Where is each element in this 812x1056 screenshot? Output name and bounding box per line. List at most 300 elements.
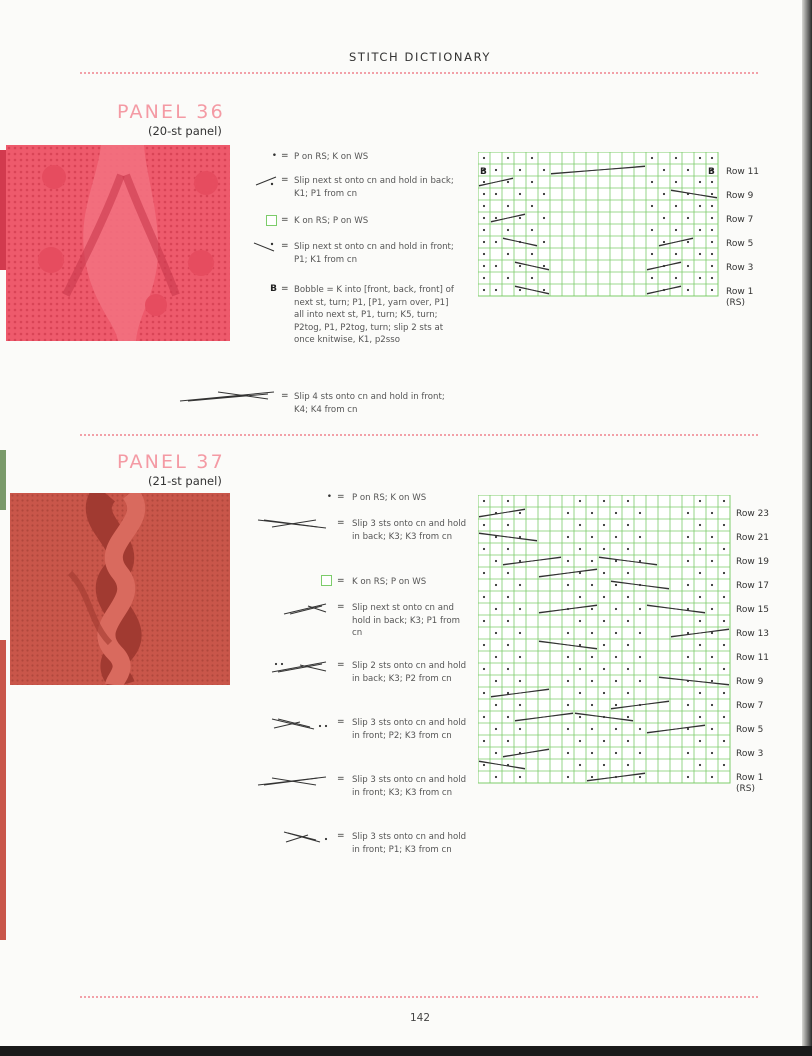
bobble-mark: B	[480, 167, 487, 177]
purl-dot	[591, 584, 593, 586]
purl-dot	[639, 632, 641, 634]
purl-dot	[687, 536, 689, 538]
purl-dot	[639, 752, 641, 754]
purl-dot	[495, 289, 497, 291]
purl-dot	[651, 181, 653, 183]
purl-dot	[711, 632, 713, 634]
purl-dot	[699, 548, 701, 550]
row-label: Row 7	[736, 701, 764, 711]
purl-dot	[567, 584, 569, 586]
purl-dot	[651, 205, 653, 207]
row-label-rs: (RS)	[726, 298, 745, 308]
purl-dot	[591, 752, 593, 754]
row-label: Row 19	[736, 557, 770, 567]
purl-dot	[639, 680, 641, 682]
purl-dot	[483, 217, 485, 219]
purl-dot	[603, 620, 605, 622]
purl-dot	[519, 169, 521, 171]
purl-dot	[687, 776, 689, 778]
purl-dot	[615, 728, 617, 730]
purl-dot	[699, 253, 701, 255]
cable-3-1-front-icon	[282, 830, 330, 844]
purl-dot	[711, 680, 713, 682]
purl-dot	[591, 632, 593, 634]
purl-dot	[663, 241, 665, 243]
purl-dot	[507, 596, 509, 598]
legend-purl: P on RS; K on WS	[294, 152, 369, 162]
purl-dot	[639, 512, 641, 514]
knit-box-icon	[312, 575, 332, 586]
purl-dot	[603, 500, 605, 502]
row-label: Row 13	[736, 629, 770, 639]
purl-dot	[699, 740, 701, 742]
purl-dot	[495, 217, 497, 219]
purl-dot	[567, 560, 569, 562]
purl-dot	[675, 253, 677, 255]
panel-37-subtitle: (21-st panel)	[148, 474, 222, 488]
purl-dot	[507, 716, 509, 718]
row-label: Row 1	[736, 773, 764, 783]
purl-dot	[615, 560, 617, 562]
purl-dot	[603, 644, 605, 646]
legend-cable-3-3-front: Slip 3 sts onto cn and hold in front; K3; K3 from cn	[352, 775, 467, 798]
purl-dot	[567, 536, 569, 538]
purl-dot	[711, 265, 713, 267]
purl-dot	[579, 500, 581, 502]
purl-dot	[627, 644, 629, 646]
legend-cable-1-1-back: Slip next st onto cn and hold in back; K1; P1 from cn	[294, 176, 454, 199]
purl-dot	[483, 692, 485, 694]
row-label: Row 15	[736, 605, 770, 615]
purl-dot	[711, 584, 713, 586]
purl-dot	[699, 644, 701, 646]
purl-dot	[507, 524, 509, 526]
purl-dot	[495, 241, 497, 243]
purl-dot	[687, 632, 689, 634]
purl-dot	[495, 560, 497, 562]
purl-dot	[531, 157, 533, 159]
purl-dot	[603, 740, 605, 742]
purl-dot	[699, 181, 701, 183]
purl-dot	[675, 277, 677, 279]
purl-dot	[507, 668, 509, 670]
page-edge-right	[802, 0, 812, 1056]
purl-dot	[519, 728, 521, 730]
purl-dot	[687, 241, 689, 243]
divider-top	[80, 72, 758, 74]
row-label: Row 3	[726, 263, 754, 273]
purl-dot	[507, 572, 509, 574]
purl-dot	[519, 217, 521, 219]
purl-dot	[507, 205, 509, 207]
purl-dot	[483, 716, 485, 718]
purl-dot	[627, 740, 629, 742]
cable-4-4-front-icon	[178, 389, 278, 403]
purl-dot	[699, 205, 701, 207]
purl-dot	[507, 500, 509, 502]
cable-1-1-front-icon	[252, 241, 278, 253]
purl-dot	[627, 620, 629, 622]
purl-dot	[579, 596, 581, 598]
purl-dot	[579, 548, 581, 550]
cable-3-3-back-icon	[256, 517, 330, 531]
purl-dot	[507, 548, 509, 550]
purl-dot	[711, 205, 713, 207]
cable-1-1-back-icon	[254, 175, 280, 187]
purl-dot	[651, 229, 653, 231]
legend-cable-3-1-front: Slip 3 sts onto cn and hold in front; P1; K3 from cn	[352, 832, 467, 855]
row-label: Row 1	[726, 287, 754, 297]
purl-dot	[675, 181, 677, 183]
purl-dot	[699, 277, 701, 279]
purl-dot	[483, 572, 485, 574]
purl-dot	[603, 548, 605, 550]
purl-dot	[711, 656, 713, 658]
purl-dot	[483, 241, 485, 243]
purl-dot	[723, 668, 725, 670]
purl-dot	[519, 632, 521, 634]
purl-dot	[723, 692, 725, 694]
legend-cable-2-1-back: Slip next st onto cn and hold in back; K3; P1 from cn	[352, 603, 461, 638]
purl-dot	[627, 548, 629, 550]
cable-3-2-back-icon	[270, 660, 330, 674]
purl-dot	[483, 548, 485, 550]
running-head: STITCH DICTIONARY	[348, 50, 492, 64]
purl-dot	[639, 560, 641, 562]
legend-knit: K on RS; P on WS	[294, 216, 369, 226]
purl-dot	[519, 193, 521, 195]
knit-box-icon	[257, 215, 277, 226]
purl-dot	[699, 764, 701, 766]
page-number: 142	[409, 1012, 431, 1024]
legend-knit: K on RS; P on WS	[352, 577, 427, 587]
purl-dot	[483, 289, 485, 291]
purl-dot	[483, 265, 485, 267]
purl-dot	[543, 169, 545, 171]
purl-dot	[591, 704, 593, 706]
purl-dot	[639, 608, 641, 610]
purl-dot	[591, 560, 593, 562]
row-label-rs: (RS)	[736, 784, 755, 794]
purl-dot	[519, 680, 521, 682]
purl-dot	[663, 217, 665, 219]
purl-dot	[495, 656, 497, 658]
purl-dot	[579, 668, 581, 670]
purl-dot	[531, 229, 533, 231]
purl-dot	[531, 253, 533, 255]
purl-dot	[543, 217, 545, 219]
purl-dot	[567, 632, 569, 634]
purl-dot	[639, 656, 641, 658]
purl-dot	[603, 764, 605, 766]
purl-dot	[711, 277, 713, 279]
row-label: Row 9	[726, 191, 754, 201]
purl-dot	[483, 277, 485, 279]
purl-dot	[495, 584, 497, 586]
purl-dot	[687, 728, 689, 730]
purl-dot	[591, 536, 593, 538]
purl-dot	[483, 205, 485, 207]
left-edge-strip	[0, 150, 6, 270]
purl-dot	[615, 656, 617, 658]
purl-dot	[591, 656, 593, 658]
purl-dot	[507, 620, 509, 622]
row-label: Row 21	[736, 533, 770, 543]
purl-dot	[699, 500, 701, 502]
purl-dot	[711, 608, 713, 610]
purl-dot	[699, 524, 701, 526]
legend-cable-4-4-front: Slip 4 sts onto cn and hold in front; K4; K4 from cn	[294, 392, 445, 415]
purl-dot	[615, 536, 617, 538]
purl-dot	[483, 193, 485, 195]
purl-dot	[711, 193, 713, 195]
purl-dot	[711, 229, 713, 231]
purl-dot	[639, 536, 641, 538]
purl-dot	[567, 680, 569, 682]
purl-dot	[507, 277, 509, 279]
legend-cable-1-1-front: Slip next st onto cn and hold in front; P1; K1 from cn	[294, 242, 454, 265]
panel-37-title: PANEL 37	[117, 451, 225, 473]
purl-dot	[699, 716, 701, 718]
purl-dot	[483, 253, 485, 255]
purl-dot	[507, 740, 509, 742]
purl-dot	[639, 728, 641, 730]
purl-dot	[567, 512, 569, 514]
purl-dot	[483, 668, 485, 670]
purl-dot	[495, 193, 497, 195]
purl-dot	[651, 157, 653, 159]
cable-3-3-front-icon	[256, 774, 330, 788]
purl-dot	[507, 692, 509, 694]
purl-dot	[519, 584, 521, 586]
purl-dot	[711, 512, 713, 514]
purl-dot	[483, 740, 485, 742]
purl-dot	[483, 500, 485, 502]
purl-dot	[483, 524, 485, 526]
purl-dot	[711, 157, 713, 159]
purl-dot	[615, 704, 617, 706]
purl-dot	[687, 752, 689, 754]
purl-dot	[687, 265, 689, 267]
purl-dot	[543, 265, 545, 267]
purl-dot	[627, 668, 629, 670]
purl-dot	[579, 716, 581, 718]
purl-dot	[519, 776, 521, 778]
purl-dot	[579, 692, 581, 694]
purl-dot	[543, 289, 545, 291]
purl-dot	[543, 193, 545, 195]
purl-dot	[699, 572, 701, 574]
purl-dot	[723, 764, 725, 766]
purl-dot	[723, 620, 725, 622]
row-label: Row 5	[726, 239, 754, 249]
purl-dot	[483, 644, 485, 646]
purl-dot	[483, 596, 485, 598]
purl-dot	[711, 560, 713, 562]
purl-dot	[579, 740, 581, 742]
purl-dot	[627, 572, 629, 574]
purl-dot	[723, 596, 725, 598]
purl-dot	[699, 229, 701, 231]
purl-dot	[675, 229, 677, 231]
purl-dot	[723, 548, 725, 550]
purl-dot	[483, 157, 485, 159]
row-label: Row 3	[736, 749, 764, 759]
purl-dot	[687, 217, 689, 219]
purl-dot	[507, 181, 509, 183]
purl-dot	[567, 776, 569, 778]
purl-dot	[627, 596, 629, 598]
purl-dot	[711, 181, 713, 183]
panel-37-swatch-photo	[10, 493, 230, 685]
purl-dot-icon: •	[326, 492, 332, 502]
purl-dot	[591, 728, 593, 730]
purl-dot	[615, 608, 617, 610]
purl-dot	[723, 500, 725, 502]
purl-dot	[519, 656, 521, 658]
purl-dot	[711, 728, 713, 730]
purl-dot	[519, 608, 521, 610]
purl-dot	[507, 253, 509, 255]
row-label: Row 11	[726, 167, 760, 177]
divider-bottom	[80, 996, 758, 998]
legend-cable-3-2-back: Slip 2 sts onto cn and hold in back; K3; P2 from cn	[352, 661, 467, 684]
left-edge-strip	[0, 640, 6, 940]
purl-dot	[699, 668, 701, 670]
purl-dot	[711, 217, 713, 219]
purl-dot	[711, 241, 713, 243]
purl-dot	[603, 692, 605, 694]
panel-36-swatch-photo	[6, 145, 230, 341]
purl-dot	[531, 181, 533, 183]
purl-dot	[519, 512, 521, 514]
purl-dot	[687, 704, 689, 706]
purl-dot	[495, 608, 497, 610]
row-label: Row 23	[736, 509, 770, 519]
purl-dot	[519, 560, 521, 562]
divider-middle	[80, 434, 758, 436]
purl-dot	[651, 277, 653, 279]
purl-dot	[615, 680, 617, 682]
purl-dot	[627, 500, 629, 502]
purl-dot	[699, 692, 701, 694]
purl-dot	[543, 241, 545, 243]
purl-dot	[567, 752, 569, 754]
purl-dot	[495, 169, 497, 171]
purl-dot	[627, 692, 629, 694]
purl-dot	[603, 596, 605, 598]
cable-2-1-back-icon	[282, 602, 330, 616]
purl-dot	[519, 536, 521, 538]
purl-dot	[531, 205, 533, 207]
legend-cable-3-3-back: Slip 3 sts onto cn and hold in back; K3; K3 from cn	[352, 519, 467, 542]
page-edge-bottom	[0, 1046, 812, 1056]
purl-dot	[579, 524, 581, 526]
purl-dot	[723, 524, 725, 526]
purl-dot	[627, 764, 629, 766]
row-label: Row 17	[736, 581, 770, 591]
purl-dot	[639, 776, 641, 778]
purl-dot	[663, 193, 665, 195]
row-label: Row 5	[736, 725, 764, 735]
panel-36-title: PANEL 36	[117, 101, 225, 123]
left-edge-strip	[0, 450, 6, 510]
purl-dot	[675, 157, 677, 159]
purl-dot	[579, 620, 581, 622]
purl-dot	[507, 644, 509, 646]
row-label: Row 7	[726, 215, 754, 225]
purl-dot	[711, 704, 713, 706]
purl-dot	[723, 644, 725, 646]
purl-dot	[495, 752, 497, 754]
row-label: Row 9	[736, 677, 764, 687]
panel-36-chart	[478, 152, 722, 298]
purl-dot	[687, 289, 689, 291]
purl-dot	[615, 752, 617, 754]
purl-dot	[699, 596, 701, 598]
purl-dot	[591, 680, 593, 682]
purl-dot	[519, 289, 521, 291]
purl-dot	[699, 157, 701, 159]
purl-dot	[591, 608, 593, 610]
purl-dot	[567, 656, 569, 658]
purl-dot	[627, 524, 629, 526]
purl-dot	[579, 644, 581, 646]
purl-dot	[663, 169, 665, 171]
book-page: STITCH DICTIONARY PANEL 36 (20-st panel) • = P on RS; K on WS = Slip next st onto cn and hold in back; K1; P1 from cn = K on RS; P on WS = Slip next st onto cn and hold in front; P1; K1 from cn B = Bobble = K into [front, back, front] of next st, turn; P1, [P1, yarn over, P1] all into next st, P1, turn; K5, turn; P2tog, P1, P2tog, turn; slip 2 sts at once knitwise, K1, p2sso = Slip 4 sts onto cn and hold in front; K4; K4 from cn B B Row 11 Row 9 Row 7 Row 5 Row 3 Row 1 (RS) PANEL 37 (21-st panel) • = P on RS; K on WS = Slip 3 sts onto cn and hold in back; K3; K3 from cn = K on RS; P on WS = Slip next st onto cn and hold in back; K3; P1 from cn = Slip 2 sts onto cn and hold in back; K3; P2 from cn = Slip 3 sts onto cn and hold in front; P2; K3 from cn = Slip 3 sts onto cn and hold in front; K3; K3 from cn = Slip 3 sts onto cn and hold in front; P1; K3 from cn Row 23 Row 21 Row 19 Row 17 Row 15 Row 13 Row 11 Row 9 Row 7 Row 5 Row 3 Row 1 (RS) 142	[0, 0, 805, 1046]
bobble-mark: B	[708, 167, 715, 177]
purl-dot	[699, 620, 701, 622]
purl-dot	[567, 728, 569, 730]
purl-dot	[675, 205, 677, 207]
purl-dot	[687, 584, 689, 586]
panel-37-chart	[478, 495, 732, 787]
purl-dot	[687, 608, 689, 610]
purl-dot	[495, 536, 497, 538]
purl-dot	[603, 668, 605, 670]
purl-dot	[603, 572, 605, 574]
purl-dot	[483, 181, 485, 183]
purl-dot	[483, 229, 485, 231]
purl-dot	[711, 536, 713, 538]
purl-dot	[723, 740, 725, 742]
purl-dot	[519, 265, 521, 267]
purl-dot	[507, 229, 509, 231]
purl-dot	[723, 572, 725, 574]
bobble-icon: B	[270, 284, 277, 294]
purl-dot	[591, 512, 593, 514]
purl-dot	[483, 620, 485, 622]
cable-3-2-front-icon	[270, 717, 330, 731]
purl-dot	[579, 764, 581, 766]
purl-dot	[687, 169, 689, 171]
purl-dot	[687, 656, 689, 658]
purl-dot	[495, 776, 497, 778]
purl-dot	[711, 253, 713, 255]
purl-dot	[495, 704, 497, 706]
purl-dot	[495, 265, 497, 267]
purl-dot	[615, 632, 617, 634]
purl-dot	[495, 632, 497, 634]
purl-dot	[651, 253, 653, 255]
row-label: Row 11	[736, 653, 770, 663]
purl-dot	[615, 584, 617, 586]
purl-dot	[579, 572, 581, 574]
purl-dot	[687, 560, 689, 562]
purl-dot	[519, 704, 521, 706]
purl-dot-icon: •	[271, 151, 277, 161]
purl-dot	[591, 776, 593, 778]
